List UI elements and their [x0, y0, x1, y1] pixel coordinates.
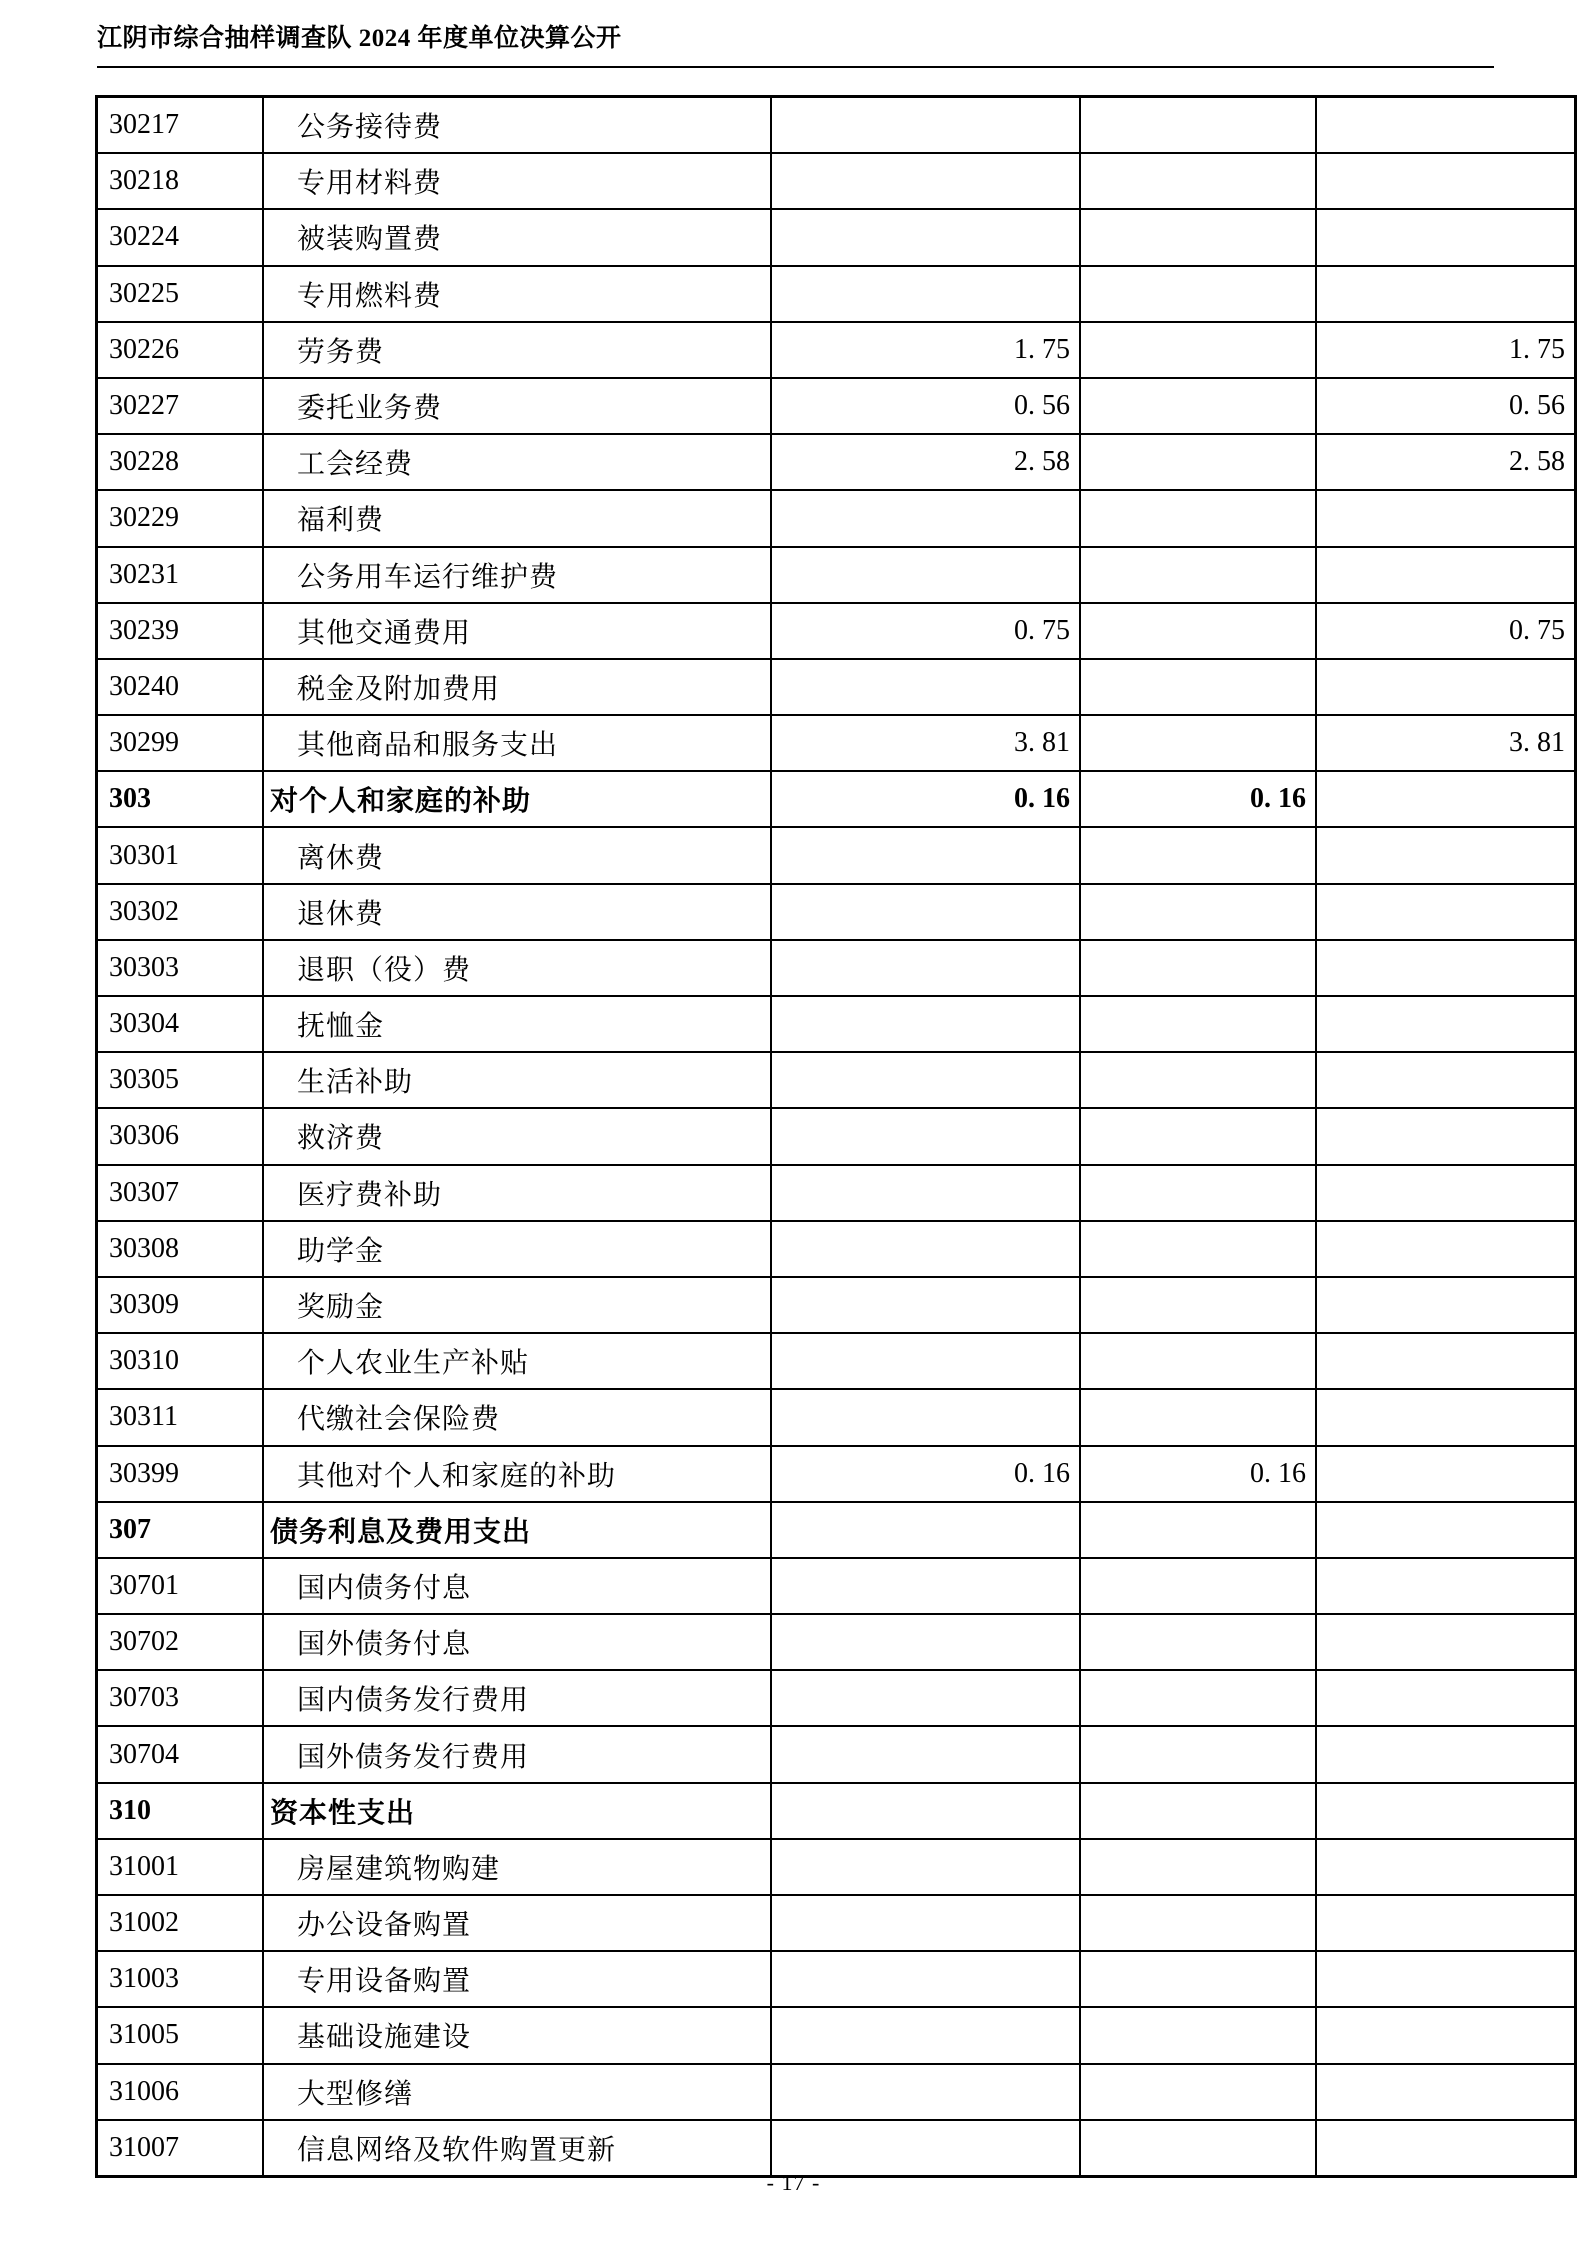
table-row	[97, 1783, 1576, 1839]
table-row	[97, 1839, 1576, 1895]
row-value-2: 0. 16	[1080, 1446, 1316, 1502]
table-row	[97, 884, 1576, 940]
row-value-3	[1316, 266, 1576, 322]
row-value-2	[1080, 266, 1316, 322]
row-value-3: 0. 75	[1316, 603, 1576, 659]
row-value-1	[771, 1165, 1080, 1221]
row-value-1	[771, 1895, 1080, 1951]
table-row	[97, 603, 1576, 659]
row-value-3	[1316, 1446, 1576, 1502]
row-value-2	[1080, 659, 1316, 715]
row-value-3	[1316, 1783, 1576, 1839]
row-name: 房屋建筑物购建	[263, 1839, 771, 1895]
row-value-2	[1080, 1895, 1316, 1951]
row-value-3	[1316, 1389, 1576, 1445]
row-value-1	[771, 1052, 1080, 1108]
row-value-3	[1316, 547, 1576, 603]
row-code: 30702	[97, 1614, 264, 1670]
row-value-1	[771, 940, 1080, 996]
row-value-3	[1316, 2007, 1576, 2063]
row-code: 30306	[97, 1108, 264, 1164]
row-name: 资本性支出	[263, 1783, 771, 1839]
row-value-1: 0. 75	[771, 603, 1080, 659]
row-value-1	[771, 2064, 1080, 2120]
row-code: 31005	[97, 2007, 264, 2063]
table-row	[97, 940, 1576, 996]
row-code: 30301	[97, 827, 264, 883]
row-value-2	[1080, 2007, 1316, 2063]
row-value-1	[771, 490, 1080, 546]
row-name: 救济费	[263, 1108, 771, 1164]
row-value-2	[1080, 547, 1316, 603]
row-code: 30231	[97, 547, 264, 603]
row-code: 30226	[97, 322, 264, 378]
row-value-2	[1080, 1951, 1316, 2007]
row-name: 福利费	[263, 490, 771, 546]
row-name: 信息网络及软件购置更新	[263, 2120, 771, 2177]
row-value-3	[1316, 1726, 1576, 1782]
row-code: 307	[97, 1502, 264, 1558]
row-value-3	[1316, 1333, 1576, 1389]
table-row	[97, 266, 1576, 322]
row-value-3	[1316, 771, 1576, 827]
table-row	[97, 1895, 1576, 1951]
row-value-3	[1316, 884, 1576, 940]
row-value-1	[771, 1333, 1080, 1389]
row-value-3: 3. 81	[1316, 715, 1576, 771]
row-name: 对个人和家庭的补助	[263, 771, 771, 827]
row-name: 国外债务付息	[263, 1614, 771, 1670]
row-code: 31003	[97, 1951, 264, 2007]
row-value-1	[771, 1502, 1080, 1558]
row-value-1	[771, 1277, 1080, 1333]
row-code: 30307	[97, 1165, 264, 1221]
row-value-3	[1316, 1614, 1576, 1670]
row-value-2	[1080, 1277, 1316, 1333]
row-code: 30701	[97, 1558, 264, 1614]
row-code: 30228	[97, 434, 264, 490]
row-value-1	[771, 209, 1080, 265]
table-row	[97, 1277, 1576, 1333]
row-code: 30299	[97, 715, 264, 771]
row-value-1	[771, 996, 1080, 1052]
row-name: 税金及附加费用	[263, 659, 771, 715]
row-value-2	[1080, 1052, 1316, 1108]
row-value-1: 3. 81	[771, 715, 1080, 771]
row-code: 30218	[97, 153, 264, 209]
row-value-2	[1080, 1165, 1316, 1221]
table-row	[97, 2007, 1576, 2063]
table-row	[97, 1951, 1576, 2007]
row-value-3: 1. 75	[1316, 322, 1576, 378]
row-value-3	[1316, 153, 1576, 209]
page-number: - 17 -	[766, 2170, 821, 2195]
row-value-3	[1316, 1221, 1576, 1277]
row-value-3	[1316, 490, 1576, 546]
row-code: 30305	[97, 1052, 264, 1108]
table-row	[97, 659, 1576, 715]
row-value-3	[1316, 209, 1576, 265]
row-name: 委托业务费	[263, 378, 771, 434]
budget-expense-table	[95, 95, 1577, 2178]
row-name: 劳务费	[263, 322, 771, 378]
table-row	[97, 378, 1576, 434]
row-value-3: 2. 58	[1316, 434, 1576, 490]
table-row	[97, 1446, 1576, 1502]
row-value-1	[771, 2120, 1080, 2177]
row-name: 国外债务发行费用	[263, 1726, 771, 1782]
row-value-3	[1316, 1839, 1576, 1895]
row-value-3	[1316, 1052, 1576, 1108]
row-name: 专用材料费	[263, 153, 771, 209]
row-value-2	[1080, 2064, 1316, 2120]
row-code: 30227	[97, 378, 264, 434]
row-name: 债务利息及费用支出	[263, 1502, 771, 1558]
row-name: 助学金	[263, 1221, 771, 1277]
row-code: 31007	[97, 2120, 264, 2177]
row-value-3	[1316, 1670, 1576, 1726]
row-value-1: 1. 75	[771, 322, 1080, 378]
row-value-2	[1080, 1670, 1316, 1726]
row-value-2	[1080, 209, 1316, 265]
row-value-1: 2. 58	[771, 434, 1080, 490]
document-header	[97, 0, 1494, 68]
row-value-3	[1316, 659, 1576, 715]
row-code: 31001	[97, 1839, 264, 1895]
table-row	[97, 490, 1576, 546]
row-value-1	[771, 1108, 1080, 1164]
table-row	[97, 715, 1576, 771]
row-name: 生活补助	[263, 1052, 771, 1108]
row-value-1: 0. 16	[771, 771, 1080, 827]
row-code: 30240	[97, 659, 264, 715]
row-value-3	[1316, 827, 1576, 883]
row-value-3	[1316, 1558, 1576, 1614]
table-row	[97, 1726, 1576, 1782]
row-value-1	[771, 1670, 1080, 1726]
row-value-2	[1080, 434, 1316, 490]
row-value-1	[771, 1558, 1080, 1614]
row-value-1	[771, 153, 1080, 209]
row-value-2	[1080, 715, 1316, 771]
row-value-2: 0. 16	[1080, 771, 1316, 827]
row-value-2	[1080, 490, 1316, 546]
row-name: 抚恤金	[263, 996, 771, 1052]
row-value-1	[771, 2007, 1080, 2063]
row-name: 专用燃料费	[263, 266, 771, 322]
row-value-2	[1080, 603, 1316, 659]
row-value-2	[1080, 940, 1316, 996]
row-code: 30304	[97, 996, 264, 1052]
row-code: 30303	[97, 940, 264, 996]
row-value-2	[1080, 1839, 1316, 1895]
row-code: 30399	[97, 1446, 264, 1502]
row-value-2	[1080, 996, 1316, 1052]
row-code: 30704	[97, 1726, 264, 1782]
row-value-2	[1080, 153, 1316, 209]
row-value-2	[1080, 2120, 1316, 2177]
table-row	[97, 1502, 1576, 1558]
row-code: 30310	[97, 1333, 264, 1389]
row-code: 30225	[97, 266, 264, 322]
row-name: 公务用车运行维护费	[263, 547, 771, 603]
row-value-1	[771, 1221, 1080, 1277]
row-value-3	[1316, 1895, 1576, 1951]
row-name: 被装购置费	[263, 209, 771, 265]
row-name: 离休费	[263, 827, 771, 883]
row-name: 国内债务付息	[263, 1558, 771, 1614]
budget-table-body	[97, 97, 1576, 2177]
row-code: 30217	[97, 97, 264, 154]
row-name: 专用设备购置	[263, 1951, 771, 2007]
row-code: 30224	[97, 209, 264, 265]
row-value-1	[771, 1726, 1080, 1782]
table-row	[97, 1221, 1576, 1277]
table-row	[97, 434, 1576, 490]
row-value-3: 0. 56	[1316, 378, 1576, 434]
table-row	[97, 547, 1576, 603]
table-row	[97, 996, 1576, 1052]
table-row	[97, 209, 1576, 265]
row-value-1	[771, 547, 1080, 603]
row-code: 31002	[97, 1895, 264, 1951]
row-value-2	[1080, 1333, 1316, 1389]
row-name: 医疗费补助	[263, 1165, 771, 1221]
row-value-1	[771, 659, 1080, 715]
table-row	[97, 1670, 1576, 1726]
page-title: 江阴市综合抽样调查队 2024 年度单位决算公开	[97, 25, 622, 52]
row-value-2	[1080, 884, 1316, 940]
row-value-2	[1080, 1502, 1316, 1558]
row-name: 办公设备购置	[263, 1895, 771, 1951]
table-row	[97, 1108, 1576, 1164]
row-code: 31006	[97, 2064, 264, 2120]
row-name: 大型修缮	[263, 2064, 771, 2120]
row-value-2	[1080, 827, 1316, 883]
row-value-3	[1316, 1951, 1576, 2007]
table-row	[97, 1052, 1576, 1108]
row-code: 30302	[97, 884, 264, 940]
row-value-2	[1080, 1221, 1316, 1277]
row-name: 国内债务发行费用	[263, 1670, 771, 1726]
row-code: 30308	[97, 1221, 264, 1277]
row-name: 其他交通费用	[263, 603, 771, 659]
row-value-1	[771, 97, 1080, 154]
row-value-1	[771, 266, 1080, 322]
row-name: 退休费	[263, 884, 771, 940]
table-row	[97, 153, 1576, 209]
row-value-2	[1080, 1389, 1316, 1445]
table-row	[97, 1333, 1576, 1389]
row-name: 基础设施建设	[263, 2007, 771, 2063]
row-name: 工会经费	[263, 434, 771, 490]
table-row	[97, 1558, 1576, 1614]
row-value-1: 0. 56	[771, 378, 1080, 434]
table-row	[97, 2064, 1576, 2120]
row-value-3	[1316, 996, 1576, 1052]
row-value-2	[1080, 97, 1316, 154]
row-value-3	[1316, 1165, 1576, 1221]
row-name: 奖励金	[263, 1277, 771, 1333]
row-name: 公务接待费	[263, 97, 771, 154]
row-value-1	[771, 884, 1080, 940]
table-row	[97, 322, 1576, 378]
row-value-3	[1316, 2120, 1576, 2177]
row-value-2	[1080, 1108, 1316, 1164]
row-value-3	[1316, 1502, 1576, 1558]
table-row	[97, 97, 1576, 154]
row-value-2	[1080, 1726, 1316, 1782]
table-row	[97, 827, 1576, 883]
table-row	[97, 1389, 1576, 1445]
row-code: 30229	[97, 490, 264, 546]
row-code: 30311	[97, 1389, 264, 1445]
row-value-2	[1080, 322, 1316, 378]
row-value-3	[1316, 2064, 1576, 2120]
row-value-2	[1080, 378, 1316, 434]
row-value-2	[1080, 1558, 1316, 1614]
row-value-1	[771, 1783, 1080, 1839]
row-value-1	[771, 827, 1080, 883]
table-row	[97, 2120, 1576, 2177]
row-name: 退职（役）费	[263, 940, 771, 996]
row-code: 30309	[97, 1277, 264, 1333]
row-value-1	[771, 1951, 1080, 2007]
row-value-2	[1080, 1614, 1316, 1670]
row-code: 30239	[97, 603, 264, 659]
row-code: 310	[97, 1783, 264, 1839]
row-value-1: 0. 16	[771, 1446, 1080, 1502]
row-name: 个人农业生产补贴	[263, 1333, 771, 1389]
row-name: 其他对个人和家庭的补助	[263, 1446, 771, 1502]
row-name: 其他商品和服务支出	[263, 715, 771, 771]
row-value-3	[1316, 940, 1576, 996]
row-value-3	[1316, 97, 1576, 154]
row-name: 代缴社会保险费	[263, 1389, 771, 1445]
table-row	[97, 1614, 1576, 1670]
row-value-1	[771, 1839, 1080, 1895]
row-value-1	[771, 1614, 1080, 1670]
row-value-1	[771, 1389, 1080, 1445]
row-code: 30703	[97, 1670, 264, 1726]
row-value-2	[1080, 1783, 1316, 1839]
row-value-3	[1316, 1277, 1576, 1333]
table-row	[97, 771, 1576, 827]
table-row	[97, 1165, 1576, 1221]
row-value-3	[1316, 1108, 1576, 1164]
row-code: 303	[97, 771, 264, 827]
